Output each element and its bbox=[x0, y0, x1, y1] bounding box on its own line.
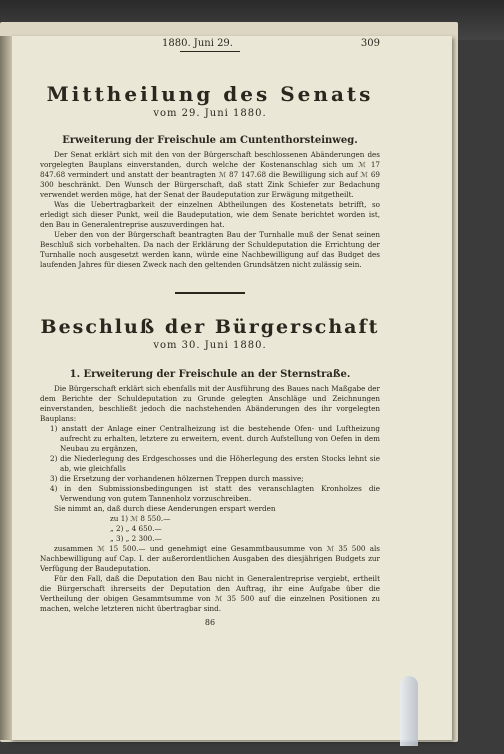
bookmark-clip bbox=[400, 676, 418, 746]
citizens-section-heading: 1. Erweiterung der Freischule an der Sternstraße. bbox=[69, 369, 351, 380]
senate-subtitle: vom 29. Juni 1880. bbox=[153, 108, 267, 119]
senate-title: Mittheilung des Senats bbox=[46, 82, 374, 106]
page-number-top: 309 bbox=[360, 38, 380, 49]
closing-text: Für den Fall, daß die Deputation den Bau nicht in Generalentreprise vergiebt, ertheilt die Bürgerschaft ihrerseits der Deputation den Auftrag, ihr eine Aufgabe über die Vertheilung der obigen Gesammtsumme von ℳ 35 500 auf die einzelnen Positionen zu machen, welche letzteren nicht übertragbar sind. bbox=[40, 574, 380, 613]
footer-signature: 86 bbox=[204, 618, 216, 627]
citizens-title: Beschluß der Bürgerschaft bbox=[40, 316, 380, 338]
savings-amounts bbox=[110, 514, 380, 544]
list-item: 3) die Ersetzung der vorhandenen hölzernen Treppen durch massive; bbox=[50, 474, 304, 483]
senate-paragraph: Ueber den von der Bürgerschaft beantragten Bau der Turnhalle muß der Senat seinen Beschluß sich vorbehalten. Da nach der Erklärung der Schuldeputation die Errichtung der Turnhalle noch ausgesetzt werden kann, würde eine Nachbewilligung auf das Budget des laufenden Jahres für diesen Zweck nach den geltenden Grundsätzen nicht zulässig sein. bbox=[40, 230, 380, 269]
running-header bbox=[40, 38, 380, 49]
list-item: 2) die Niederlegung des Erdgeschosses und die Höherlegung des ersten Stocks lehnt sie ab, wie gleichfalls bbox=[50, 454, 380, 473]
list-item: 1) anstatt der Anlage einer Centralheizung ist die bestehende Ofen- und Luftheizung aufrecht zu erhalten, letztere zu erweitern, event. durch Aufstellung von Oefen in dem Neubau zu ergänzen, bbox=[50, 424, 380, 453]
header-rule bbox=[180, 51, 240, 52]
senate-section-heading: Erweiterung der Freischule am Cuntenthorsteinweg. bbox=[62, 135, 358, 146]
page-text bbox=[40, 38, 380, 627]
savings-intro: Sie nimmt an, daß durch diese Aenderungen erspart werden bbox=[54, 504, 276, 513]
total-text: zusammen ℳ 15 500.— und genehmigt eine Gesammtbausumme von ℳ 35 500 als Nachbewilligung auf Cap. I. der außerordentlichen Ausgaben des diesjährigen Budgets zur Verfügung der Baudeputation. bbox=[40, 544, 380, 573]
senate-paragraph: Was die Uebertragbarkeit der einzelnen Abtheilungen des Kostenetats betrifft, so erledigt sich dieser Punkt, weil die Baudeputation, wie dem Senate berichtet worden ist, den Bau in Generalentreprise auszuverdingen hat. bbox=[40, 200, 380, 229]
header-date: 1880. Juni 29. bbox=[162, 38, 233, 49]
amount-line: „ 2) „ 4 650.— bbox=[110, 524, 162, 533]
citizens-body bbox=[40, 384, 380, 614]
amount-line: „ 3) „ 2 300.— bbox=[110, 534, 162, 543]
senate-body bbox=[40, 150, 380, 270]
amount-line: zu 1) ℳ 8 550.— bbox=[110, 514, 171, 523]
amendment-list bbox=[40, 424, 380, 504]
section-divider bbox=[175, 292, 245, 294]
senate-paragraph: Der Senat erklärt sich mit den von der Bürgerschaft beschlossenen Abänderungen des vorgelegten Bauplans einverstanden, durch welche der Kostenanschlag sich um ℳ 17 847.68 vermindert und anstatt der beantragten ℳ 87 147.68 die Bewilligung sich auf ℳ 69 300 beschränkt. Den Wunsch der Bürgerschaft, daß statt Zink Schiefer zur Bedachung verwendet werden möge, hat der Senat der Baudeputation zur Erwägung mitgetheilt. bbox=[40, 150, 380, 199]
citizens-intro: Die Bürgerschaft erklärt sich ebenfalls mit der Ausführung des Baues nach Maßgabe der dem Berichte der Schuldeputation zu Grunde gelegten Anschläge und Zeichnungen einverstanden, beschließt jedoch die nachstehenden Abänderungen des ihr vorgelegten Bauplans: bbox=[40, 384, 380, 423]
book-spine bbox=[0, 36, 12, 740]
list-item: 4) in den Submissionsbedingungen ist statt des veranschlagten Kronholzes die Verwendung von gutem Tannenholz vorzuschreiben. bbox=[50, 484, 380, 503]
citizens-subtitle: vom 30. Juni 1880. bbox=[153, 340, 267, 351]
